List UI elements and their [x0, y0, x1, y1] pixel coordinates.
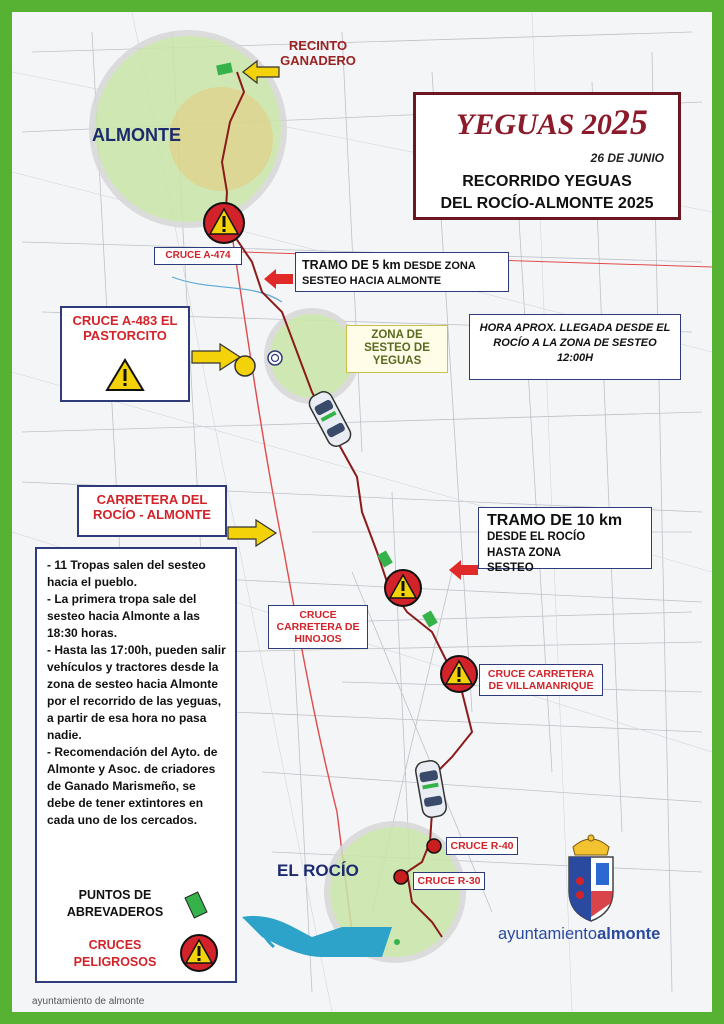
tramo-10km-rest: DESDE EL ROCÍO HASTA ZONA SESTEO [487, 531, 586, 575]
logo-text-bold: almonte [597, 925, 661, 943]
arrow-icon [241, 59, 281, 85]
zona-sesteo-label: ZONA DE SESTEO DE YEGUAS [346, 325, 448, 373]
tramo-5km-bold: TRAMO DE 5 km [302, 258, 401, 272]
warning-triangle-icon [439, 654, 479, 694]
logo-text-normal: ayuntamiento [498, 925, 598, 943]
recinto-ganadero-label: RECINTO GANADERO [280, 38, 356, 68]
police-car-icon [308, 387, 352, 451]
police-car-icon [409, 757, 453, 821]
title-line1: RECORRIDO YEGUAS [462, 173, 632, 190]
info-item: - Recomendación del Ayto. de Almonte y Asoc. de criadores de Ganado Marismeño, se debe de tener extintores en cada uno de los cercados. [47, 745, 218, 828]
footer-text: ayuntamiento de almonte [32, 996, 145, 1007]
title-box [413, 92, 681, 220]
info-item: - 11 Tropas salen del sesteo hacia el pueblo. [47, 558, 206, 590]
warning-triangle-icon [105, 358, 145, 392]
carretera-box: CARRETERA DEL ROCÍO - ALMONTE [77, 485, 227, 537]
warning-triangle-icon [202, 201, 246, 245]
legend-water-label: PUNTOS DE ABREVADEROS [66, 888, 164, 919]
tramo-5km-box [295, 252, 509, 292]
arrow-icon [448, 559, 480, 581]
title-year: 25 [611, 102, 648, 142]
info-box [35, 547, 237, 983]
el-rocio-label: EL ROCÍO [277, 861, 359, 880]
map-panel [12, 12, 712, 1012]
tramo-10km-box [478, 507, 652, 575]
cruce-r30-label: CRUCE R-30 [413, 872, 485, 890]
cruce-villamanrique-label: CRUCE CARRETERA DE VILLAMANRIQUE [479, 664, 603, 696]
title-date: 26 DE JUNIO [590, 151, 664, 165]
title-line2: DEL ROCÍO-ALMONTE 2025 [440, 195, 654, 212]
cruce-a474-label: CRUCE A-474 [154, 247, 242, 265]
info-item: - La primera tropa sale del sesteo hacia Almonte a las 18:30 horas. [47, 592, 200, 641]
warning-triangle-icon [179, 933, 219, 973]
arrow-icon [226, 518, 278, 548]
legend-danger-label: CRUCES PELIGROSOS [73, 938, 157, 969]
arrow-icon [190, 342, 242, 372]
info-item: - Hasta las 17:00h, pueden salir vehículos y tractores desde la zona de sesteo hacia Almonte por el recorrido de las yeguas, a partir de esa hora no pasa nadie. [47, 643, 226, 743]
almonte-label: ALMONTE [92, 125, 181, 145]
water-trough-icon [183, 891, 209, 921]
hora-box: HORA APROX. LLEGADA DESDE EL ROCÍO A LA ZONA DE SESTEO 12:00H [469, 314, 681, 380]
arrow-icon [263, 268, 295, 290]
title-brand: YEGUAS 20 [456, 108, 612, 141]
coat-of-arms-icon [563, 829, 619, 925]
warning-triangle-icon [383, 568, 423, 608]
cruce-r40-label: CRUCE R-40 [446, 837, 518, 855]
tramo-10km-head: TRAMO DE 10 km [487, 512, 623, 529]
cruce-a483-label: CRUCE A-483 EL PASTORCITO [72, 313, 178, 343]
cruce-hinojos-label: CRUCE CARRETERA DE HINOJOS [268, 605, 368, 649]
tramo-5km-rest: DESDE ZONA SESTEO HACIA ALMONTE [302, 260, 476, 287]
logo-text [498, 925, 660, 944]
